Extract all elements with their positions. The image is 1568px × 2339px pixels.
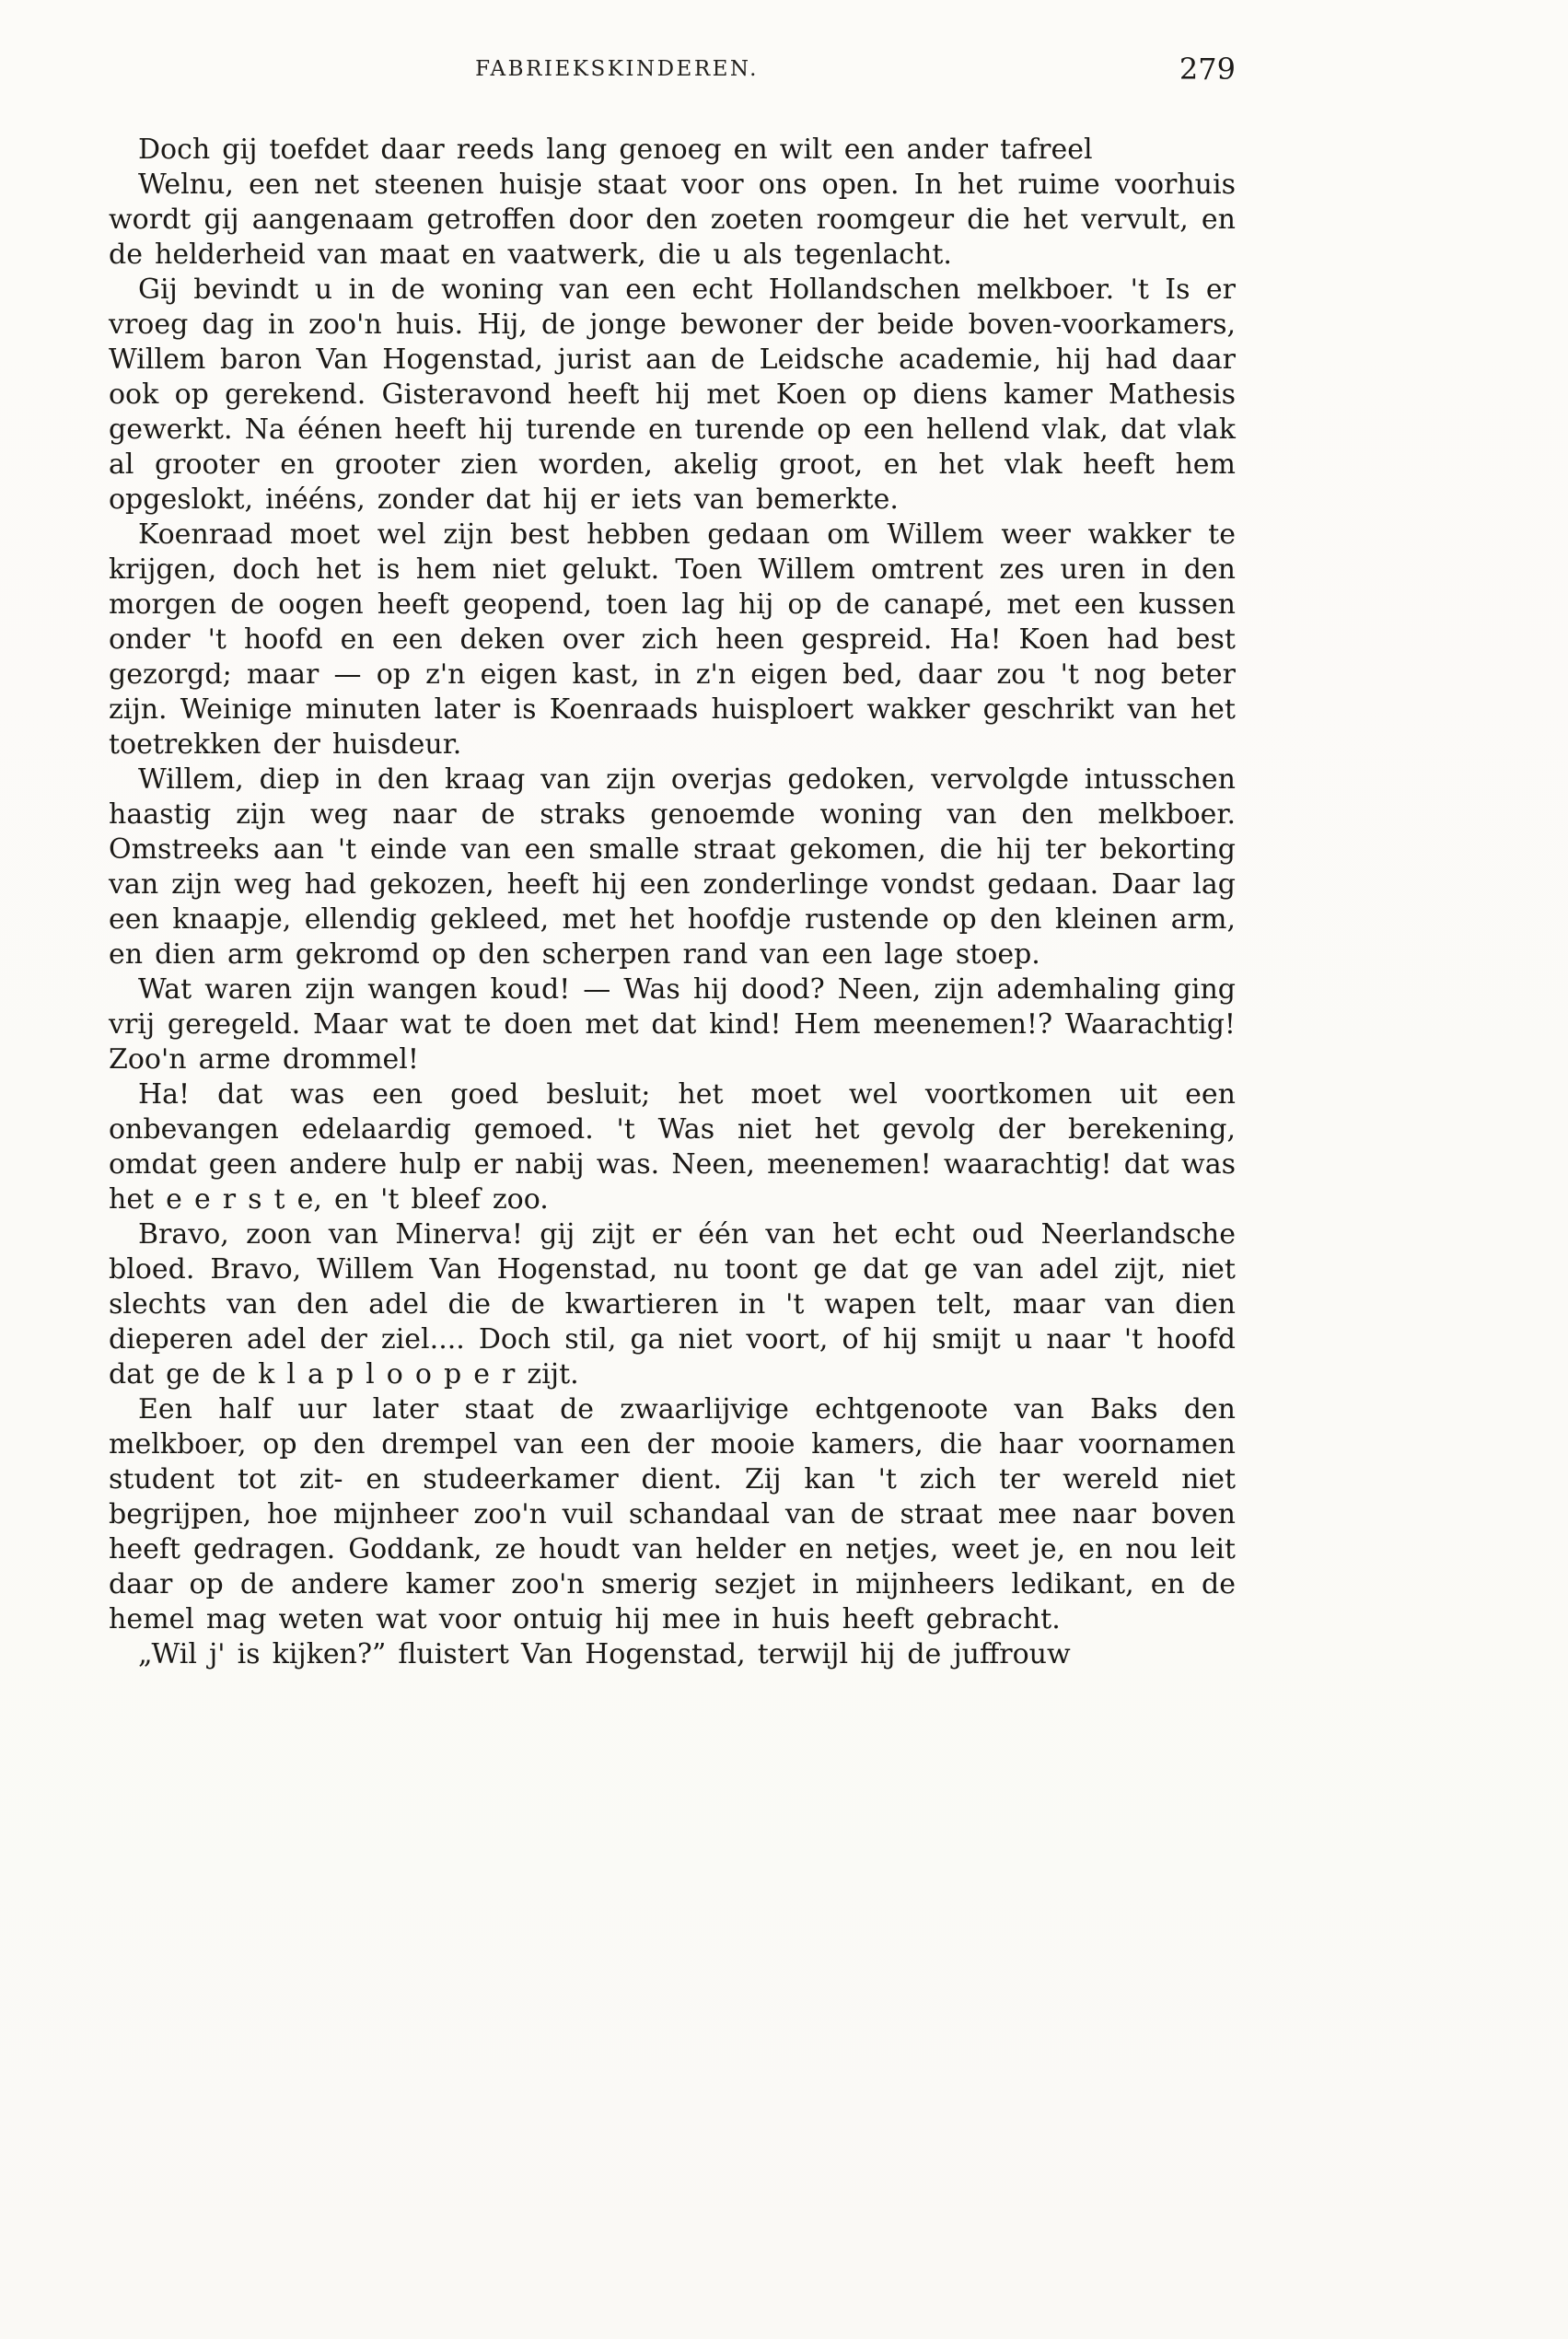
page-number: 279 <box>1179 52 1236 87</box>
paragraph: Ha! dat was een goed besluit; het moet wel voortkomen uit een onbevangen edelaardig gemoed. 't Was niet het gevolg der berekening, omdat geen andere hulp er nabij was. Neen, meenemen! waarachtig! dat was het e e r s t e, en 't bleef zoo. <box>109 1078 1236 1216</box>
paragraph: Wat waren zijn wangen koud! — Was hij dood? Neen, zijn ademhaling ging vrij geregeld. Maar wat te doen met dat kind! Hem meenemen!? Waarachtig! Zoo'n arme drommel! <box>109 973 1236 1076</box>
paragraph: Een half uur later staat de zwaarlijvige echtgenoote van Baks den melkboer, op den drempel van een der mooie kamers, die haar voornamen student tot zit- en studeerkamer dient. Zij kan 't zich ter wereld niet begrijpen, hoe mijnheer zoo'n vuil schandaal van de straat mee naar boven heeft gedragen. Goddank, ze houdt van helder en netjes, weet je, en nou leit daar op de andere kamer zoo'n smerig sezjet in mijnheers ledikant, en de hemel mag weten wat voor ontuig hij mee in huis heeft gebracht. <box>109 1393 1236 1635</box>
paragraph: „Wil j' is kijken?” fluistert Van Hogenstad, terwijl hij de juffrouw <box>138 1638 1071 1670</box>
page-body <box>109 133 1236 1672</box>
paragraph: Doch gij toefdet daar reeds lang genoeg en wilt een ander tafreel <box>138 134 1093 166</box>
paragraph: Willem, diep in den kraag van zijn overjas gedoken, vervolgde intusschen haastig zijn weg naar de straks genoemde woning van den melkboer. Omstreeks aan 't einde van een smalle straat gekomen, die hij ter bekorting van zijn weg had gekozen, heeft hij een zonderlinge vondst gedaan. Daar lag een knaapje, ellendig gekleed, met het hoofdje rustende op den kleinen arm, en dien arm gekromd op den scherpen rand van een lage stoep. <box>109 763 1236 971</box>
paragraph: Gij bevindt u in de woning van een echt Hollandschen melkboer. 't Is er vroeg dag in zoo'n huis. Hij, de jonge bewoner der beide boven-voorkamers, Willem baron Van Hogenstad, jurist aan de Leidsche academie, hij had daar ook op gerekend. Gisteravond heeft hij met Koen op diens kamer Mathesis gewerkt. Na éénen heeft hij turende en turende op een hellend vlak, dat vlak al grooter en grooter zien worden, akelig groot, en het vlak heeft hem opgeslokt, inééns, zonder dat hij er iets van bemerkte. <box>109 273 1236 516</box>
running-title: FABRIEKSKINDEREN. <box>475 57 759 81</box>
paragraph: Welnu, een net steenen huisje staat voor ons open. In het ruime voorhuis wordt gij aangenaam getroffen door den zoeten roomgeur die het vervult, en de helderheid van maat en vaatwerk, die u als tegenlacht. <box>109 169 1236 271</box>
paragraph: Bravo, zoon van Minerva! gij zijt er één van het echt oud Neerlandsche bloed. Bravo, Willem Van Hogenstad, nu toont ge dat ge van adel zijt, niet slechts van den adel die de kwartieren in 't wapen telt, maar van dien dieperen adel der ziel.... Doch stil, ga niet voort, of hij smijt u naar 't hoofd dat ge de k l a p l o o p e r zijt. <box>109 1218 1236 1391</box>
page-header <box>109 52 1236 99</box>
text-column <box>109 52 1236 1672</box>
paragraph: Koenraad moet wel zijn best hebben gedaan om Willem weer wakker te krijgen, doch het is hem niet gelukt. Toen Willem omtrent zes uren in den morgen de oogen heeft geopend, toen lag hij op de canapé, met een kussen onder 't hoofd en een deken over zich heen gespreid. Ha! Koen had best gezorgd; maar — op z'n eigen kast, in z'n eigen bed, daar zou 't nog beter zijn. Weinige minuten later is Koenraads huisploert wakker geschrikt van het toetrekken der huisdeur. <box>109 518 1236 761</box>
